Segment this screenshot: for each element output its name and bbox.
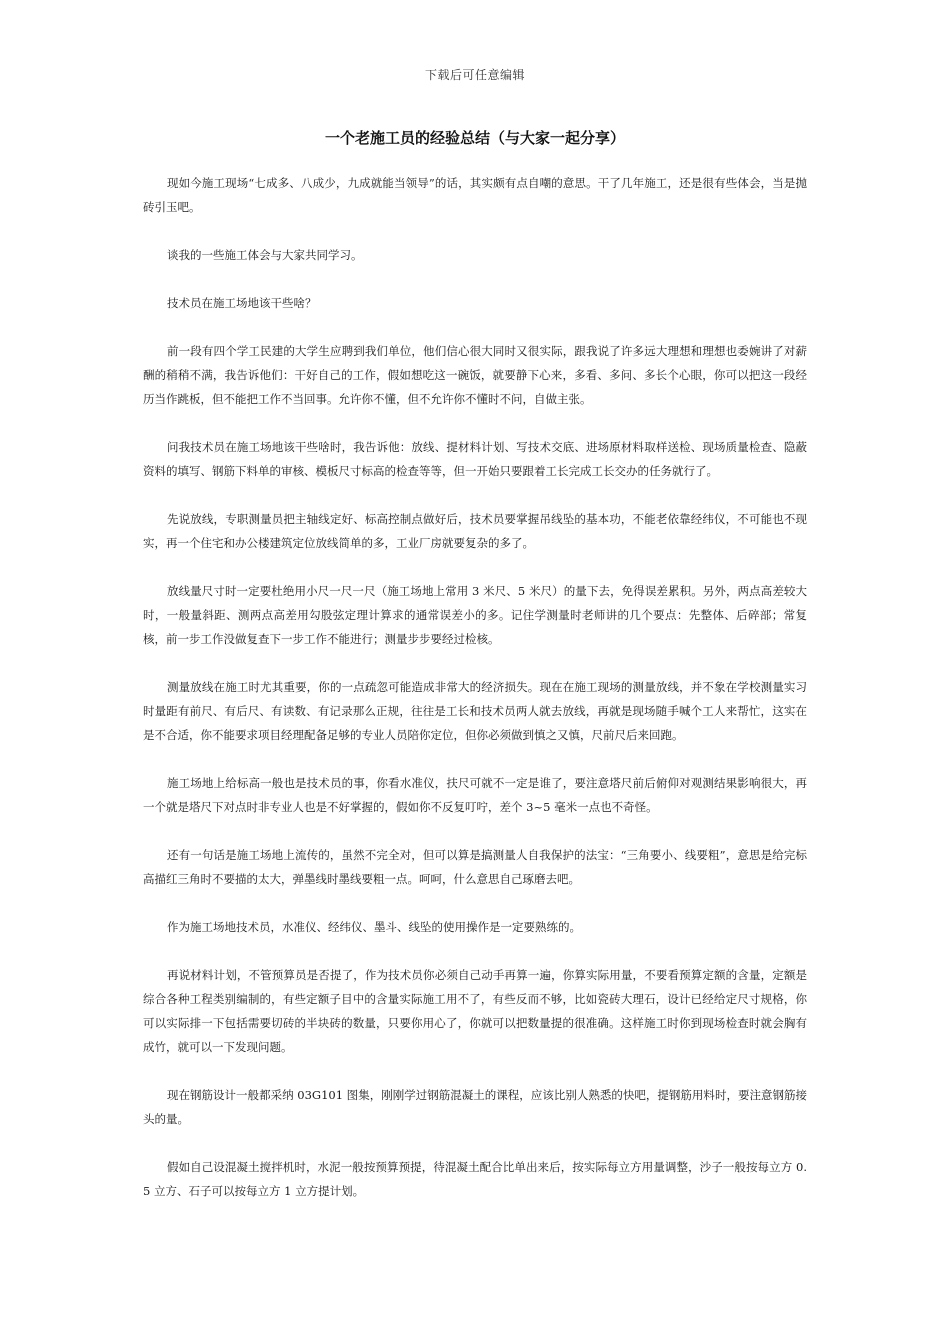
paragraph: 放线量尺寸时一定要杜绝用小尺一尺一尺（施工场地上常用 3 米尺、5 米尺）的量下去，免得误差累积。另外，两点高差较大时，一般量斜距、测两点高差用勾股弦定理计算求的通常误差小的多。记住学测量时老师讲的几个要点：先整体、后碎部；常复核，前一步工作没做复查下一步工作不能进行；测量步步要经过检核。 xyxy=(143,584,807,646)
paragraph: 现在钢筋设计一般都采纳 03G101 图集，刚刚学过钢筋混凝土的课程，应该比别人熟悉的快吧，提钢筋用料时，要注意钢筋接头的量。 xyxy=(143,1088,807,1126)
paragraph: 施工场地上给标高一般也是技术员的事，你看水准仪，扶尺可就不一定是谁了，要注意塔尺前后俯仰对观测结果影响很大，再一个就是塔尺下对点时非专业人也是不好掌握的，假如你不反复叮咛，差个 3~5 毫米一点也不奇怪。 xyxy=(143,776,807,814)
paragraph: 问我技术员在施工场地该干些啥时，我告诉他：放线、提材料计划、写技术交底、进场原材料取样送检、现场质量检查、隐蔽资料的填写、钢筋下料单的审核、模板尺寸标高的检查等等，但一开始只要跟着工长完成工长交办的任务就行了。 xyxy=(143,440,807,478)
document-body xyxy=(143,171,807,1227)
header-note: 下载后可任意编辑 xyxy=(424,68,525,82)
page-title: 一个老施工员的经验总结（与大家一起分享） xyxy=(324,129,625,147)
paragraph: 谈我的一些施工体会与大家共同学习。 xyxy=(167,248,363,262)
paragraph: 先说放线，专职测量员把主轴线定好、标高控制点做好后，技术员要掌握吊线坠的基本功，不能老依靠经纬仪，不可能也不现实，再一个住宅和办公楼建筑定位放线简单的多，工业厂房就要复杂的多了。 xyxy=(143,512,807,550)
paragraph: 现如今施工现场“七成多、八成少，九成就能当领导”的话，其实颇有点自嘲的意思。干了几年施工，还是很有些体会，当是抛砖引玉吧。 xyxy=(143,176,807,214)
paragraph: 前一段有四个学工民建的大学生应聘到我们单位，他们信心很大同时又很实际，跟我说了许多远大理想和理想也委婉讲了对薪酬的稍稍不满，我告诉他们：干好自己的工作，假如想吃这一碗饭，就要静下心来，多看、多问、多长个心眼，你可以把这一段经历当作跳板，但不能把工作不当回事。允许你不懂，但不允许你不懂时不问，自做主张。 xyxy=(143,344,807,406)
paragraph: 再说材料计划，不管预算员是否提了，作为技术员你必须自己动手再算一遍，你算实际用量，不要看预算定额的含量，定额是综合各种工程类别编制的，有些定额子目中的含量实际施工用不了，有些反而不够，比如瓷砖大理石，设计已经给定尺寸规格，你可以实际排一下包括需要切砖的半块砖的数量，只要你用心了，你就可以把数量提的很准确。这样施工时你到现场检查时就会胸有成竹，就可以一下发现问题。 xyxy=(143,968,807,1054)
paragraph: 假如自己设混凝土搅拌机时，水泥一般按预算预提，待混凝土配合比单出来后，按实际每立方用量调整，沙子一般按每立方 0.5 立方、石子可以按每立方 1 立方提计划。 xyxy=(143,1160,807,1198)
paragraph: 测量放线在施工时尤其重要，你的一点疏忽可能造成非常大的经济损失。现在在施工现场的测量放线，并不象在学校测量实习时量距有前尺、有后尺、有读数、有记录那么正规，往往是工长和技术员两人就去放线，再就是现场随手喊个工人来帮忙，这实在是不合适，你不能要求项目经理配备足够的专业人员陪你定位，但你必须做到慎之又慎，尺前尺后来回跑。 xyxy=(143,680,807,742)
paragraph: 还有一句话是施工场地上流传的，虽然不完全对，但可以算是搞测量人自我保护的法宝：“三角要小、线要粗”，意思是给完标高描红三角时不要描的太大，弹墨线时墨线要粗一点。呵呵，什么意思自己琢磨去吧。 xyxy=(143,848,807,886)
paragraph: 技术员在施工场地该干些啥？ xyxy=(167,296,317,310)
paragraph: 作为施工场地技术员，水准仪、经纬仪、墨斗、线坠的使用操作是一定要熟练的。 xyxy=(167,920,581,934)
